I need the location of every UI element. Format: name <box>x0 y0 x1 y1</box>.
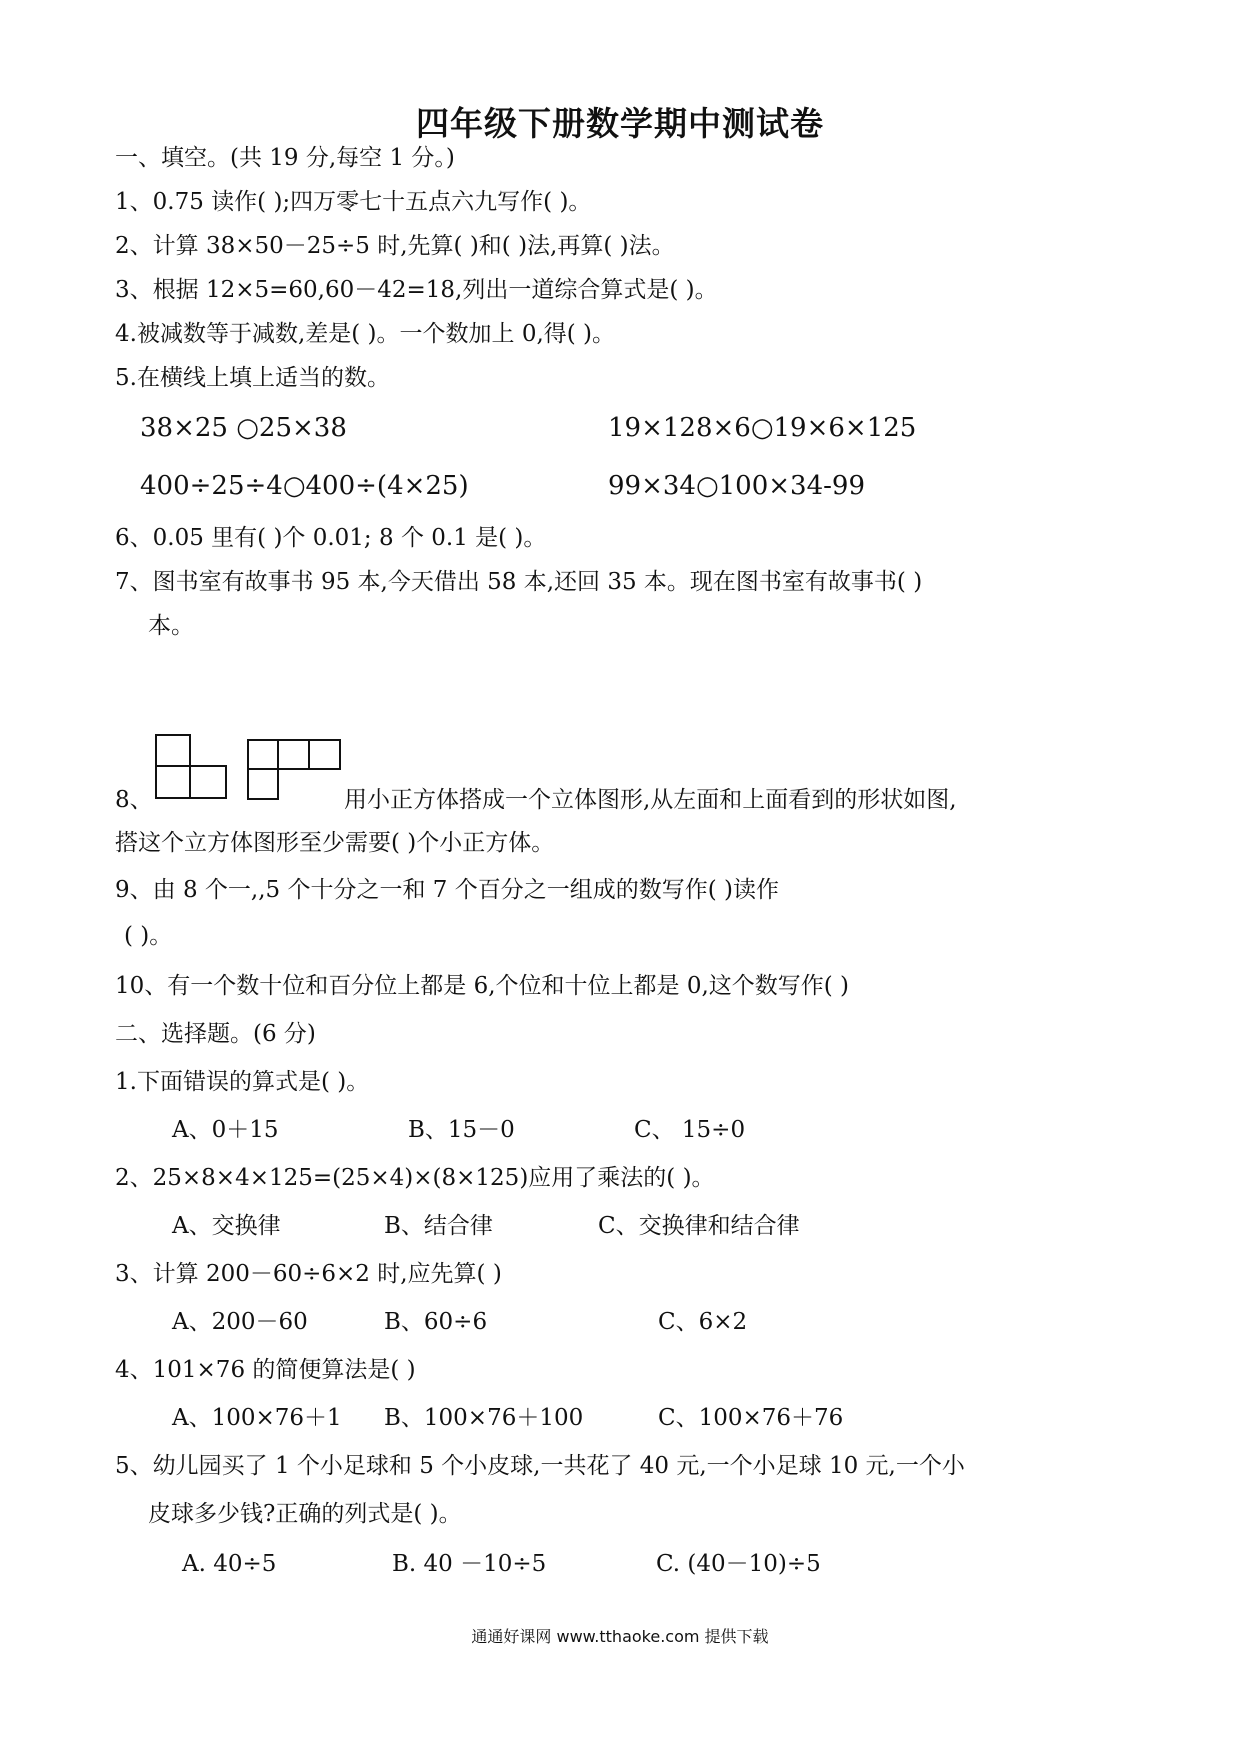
option-b: B. 40 －10÷5 <box>392 1551 547 1577</box>
s2-question-5-cont: 皮球多少钱?正确的列式是( )。 <box>148 1501 462 1527</box>
compare-item: 38×25 ○25×38 <box>140 413 347 443</box>
option-a: A、交换律 <box>172 1213 281 1239</box>
option-a: A、200－60 <box>172 1309 308 1335</box>
compare-item: 400÷25÷4○400÷(4×25) <box>140 471 469 501</box>
left-view-figure <box>154 733 234 803</box>
s1-question-1: 1、0.75 读作( );四万零七十五点六九写作( )。 <box>115 189 592 215</box>
page-title: 四年级下册数学期中测试卷 <box>416 104 824 143</box>
option-b: B、结合律 <box>384 1213 493 1239</box>
s1-question-9: 9、由 8 个一,,5 个十分之一和 7 个百分之一组成的数写作( )读作 <box>115 877 779 903</box>
option-a: A、0＋15 <box>172 1117 279 1143</box>
option-c: C、 15÷0 <box>634 1117 746 1143</box>
option-a: A. 40÷5 <box>182 1551 277 1577</box>
compare-item: 19×128×6○19×6×125 <box>608 413 917 443</box>
s1-question-5: 5.在横线上填上适当的数。 <box>115 365 390 391</box>
s2-question-2: 2、25×8×4×125=(25×4)×(8×125)应用了乘法的( )。 <box>115 1165 715 1191</box>
option-c: C、6×2 <box>658 1309 748 1335</box>
option-a: A、100×76＋1 <box>172 1405 342 1431</box>
s1-question-3: 3、根据 12×5=60,60－42=18,列出一道综合算式是( )。 <box>115 277 718 303</box>
s1-question-8-number: 8、 <box>115 787 153 813</box>
s1-question-7-cont: 本。 <box>148 613 194 639</box>
s1-question-6: 6、0.05 里有( )个 0.01; 8 个 0.1 是( )。 <box>115 525 547 551</box>
s2-question-5: 5、幼儿园买了 1 个小足球和 5 个小皮球,一共花了 40 元,一个小足球 10 元,一个小 <box>115 1453 965 1479</box>
footer-credit: 通通好课网 www.tthaoke.com 提供下载 <box>471 1627 769 1646</box>
s1-question-10: 10、有一个数十位和百分位上都是 6,个位和十位上都是 0,这个数写作( ) <box>115 973 850 999</box>
option-c: C. (40－10)÷5 <box>656 1551 821 1577</box>
section1-heading: 一、填空。(共 19 分,每空 1 分。) <box>115 145 455 171</box>
option-c: C、交换律和结合律 <box>598 1213 800 1239</box>
option-b: B、100×76＋100 <box>384 1405 584 1431</box>
s1-question-8: 用小正方体搭成一个立体图形,从左面和上面看到的形状如图, <box>344 787 957 813</box>
s2-question-3: 3、计算 200－60÷6×2 时,应先算( ) <box>115 1261 502 1287</box>
s1-question-7: 7、图书室有故事书 95 本,今天借出 58 本,还回 35 本。现在图书室有故事书( ) <box>115 569 923 595</box>
section2-heading: 二、选择题。(6 分) <box>115 1021 316 1047</box>
s1-question-9-cont: ( )。 <box>124 923 173 949</box>
s2-question-1: 1.下面错误的算式是( )。 <box>115 1069 370 1095</box>
s1-question-2: 2、计算 38×50－25÷5 时,先算( )和( )法,再算( )法。 <box>115 233 675 259</box>
option-b: B、15－0 <box>408 1117 515 1143</box>
s2-question-4: 4、101×76 的简便算法是( ) <box>115 1357 416 1383</box>
s1-question-4: 4.被减数等于减数,差是( )。一个数加上 0,得( )。 <box>115 321 616 347</box>
option-b: B、60÷6 <box>384 1309 488 1335</box>
s1-question-8-cont: 搭这个立方体图形至少需要( )个小正方体。 <box>115 830 555 856</box>
option-c: C、100×76＋76 <box>658 1405 844 1431</box>
top-view-figure <box>246 738 346 804</box>
compare-item: 99×34○100×34-99 <box>608 471 866 501</box>
